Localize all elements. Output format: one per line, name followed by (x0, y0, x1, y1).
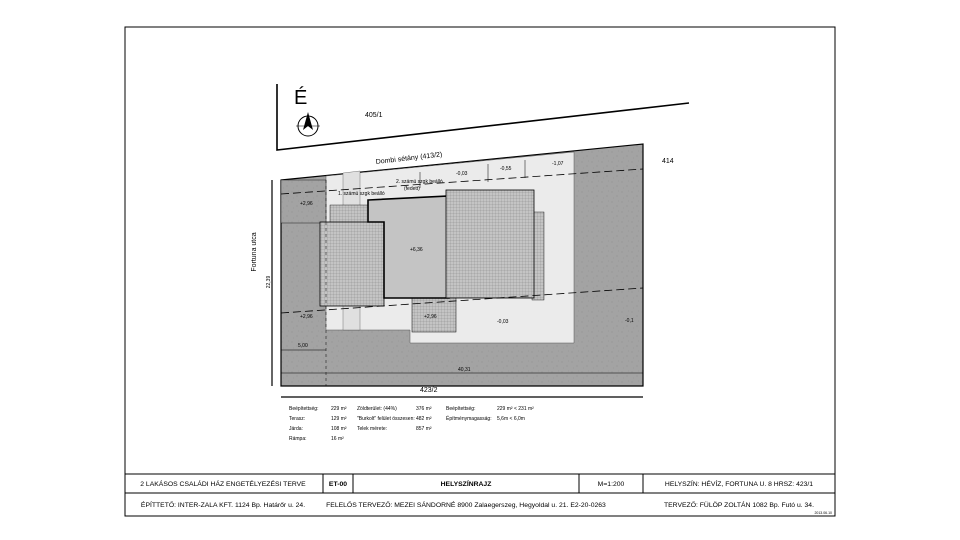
tb-sheet-title: HELYSZÍNRAJZ (440, 481, 492, 488)
stat-label: Járda: (289, 426, 303, 432)
stat-label: Zöldterület: (44%) (357, 406, 397, 412)
stat-value: 16 m² (331, 436, 344, 442)
stat-label: Rámpa: (289, 436, 307, 442)
street-boundary-north (277, 84, 689, 150)
level-sw: +2,96 (300, 314, 313, 320)
north-arrow-icon (296, 112, 320, 136)
stat-label: "Burkolt" felület összesen: (357, 416, 415, 422)
parking-2-note: (fedett) (404, 186, 420, 192)
stats-col-3 (446, 406, 534, 422)
stat-label: Építménymagasság: (446, 416, 492, 422)
tb-responsible: FELELŐS TERVEZŐ: MEZEI SÁNDORNÉ 8900 Zalaegerszeg, Hegyoldal u. 21. E2-20-0263 (326, 502, 606, 509)
level-terrace: +2,96 (424, 314, 437, 320)
building-wing-west (320, 222, 384, 306)
dim-width: 40,31 (458, 367, 471, 373)
tb-date: 2013.06.10 (814, 511, 832, 515)
north-letter: É (294, 87, 308, 109)
tb-project: 2 LAKÁSOS CSALÁDI HÁZ ENGETÉLYEZÉSI TERVE (140, 481, 306, 488)
stat-label: Beépítettség: (446, 406, 476, 412)
stat-label: Terasz: (289, 416, 306, 422)
stat-value: 376 m² (416, 406, 432, 412)
level-nw: +2,96 (300, 201, 313, 207)
building-wing-east (446, 190, 534, 298)
parking-hatch (330, 205, 370, 223)
level-top3: -1,07 (552, 161, 564, 167)
level-top2: -0,55 (500, 166, 512, 172)
parking-2-label: 2. számú szgk beálló (396, 179, 443, 185)
parcel-label-bottom: 423/2 (420, 387, 438, 394)
stat-value: 5,6m < 6,0m (497, 416, 525, 422)
street-label-west: Fortuna utca (251, 232, 258, 272)
parcel-label-top: 405/1 (365, 112, 383, 119)
dim-setback: 5,00 (298, 343, 308, 349)
street-label-top: Dombi sétány (413/2) (375, 151, 443, 166)
level-top1: -0,03 (456, 171, 468, 177)
dim-depth: 22,39 (266, 275, 272, 289)
stat-label: Beépítettség: (289, 406, 319, 412)
stat-label: Telek mérete: (357, 426, 388, 432)
stats-col-1 (289, 406, 347, 442)
stat-value: 229 m² (331, 406, 347, 412)
stat-value: 129 m² (331, 416, 347, 422)
tb-sheet-code: ET-00 (328, 481, 348, 488)
tb-builder: ÉPÍTTETŐ: INTER-ZALA KFT. 1124 Bp. Határőr u. 24. (140, 502, 306, 509)
parcel-label-right: 414 (662, 158, 674, 165)
level-roof: +6,36 (410, 247, 423, 253)
level-bottom: -0,03 (497, 319, 509, 325)
tb-designer: TERVEZŐ: FÜLÖP ZOLTÁN 1082 Bp. Futó u. 34. (664, 502, 814, 509)
parking-1-label: 1. számú szgk beálló (338, 191, 385, 197)
tb-location: HELYSZÍN: HÉVÍZ, FORTUNA U. 8 HRSZ: 423/1 (664, 481, 814, 488)
stats-col-2 (357, 406, 432, 432)
tb-scale: M=1:200 (597, 481, 625, 488)
level-east: -0,1 (625, 318, 634, 324)
stat-value: 229 m² < 231 m² (497, 406, 534, 412)
stat-value: 857 m² (416, 426, 432, 432)
stat-value: 108 m² (331, 426, 347, 432)
stat-value: 482 m² (416, 416, 432, 422)
